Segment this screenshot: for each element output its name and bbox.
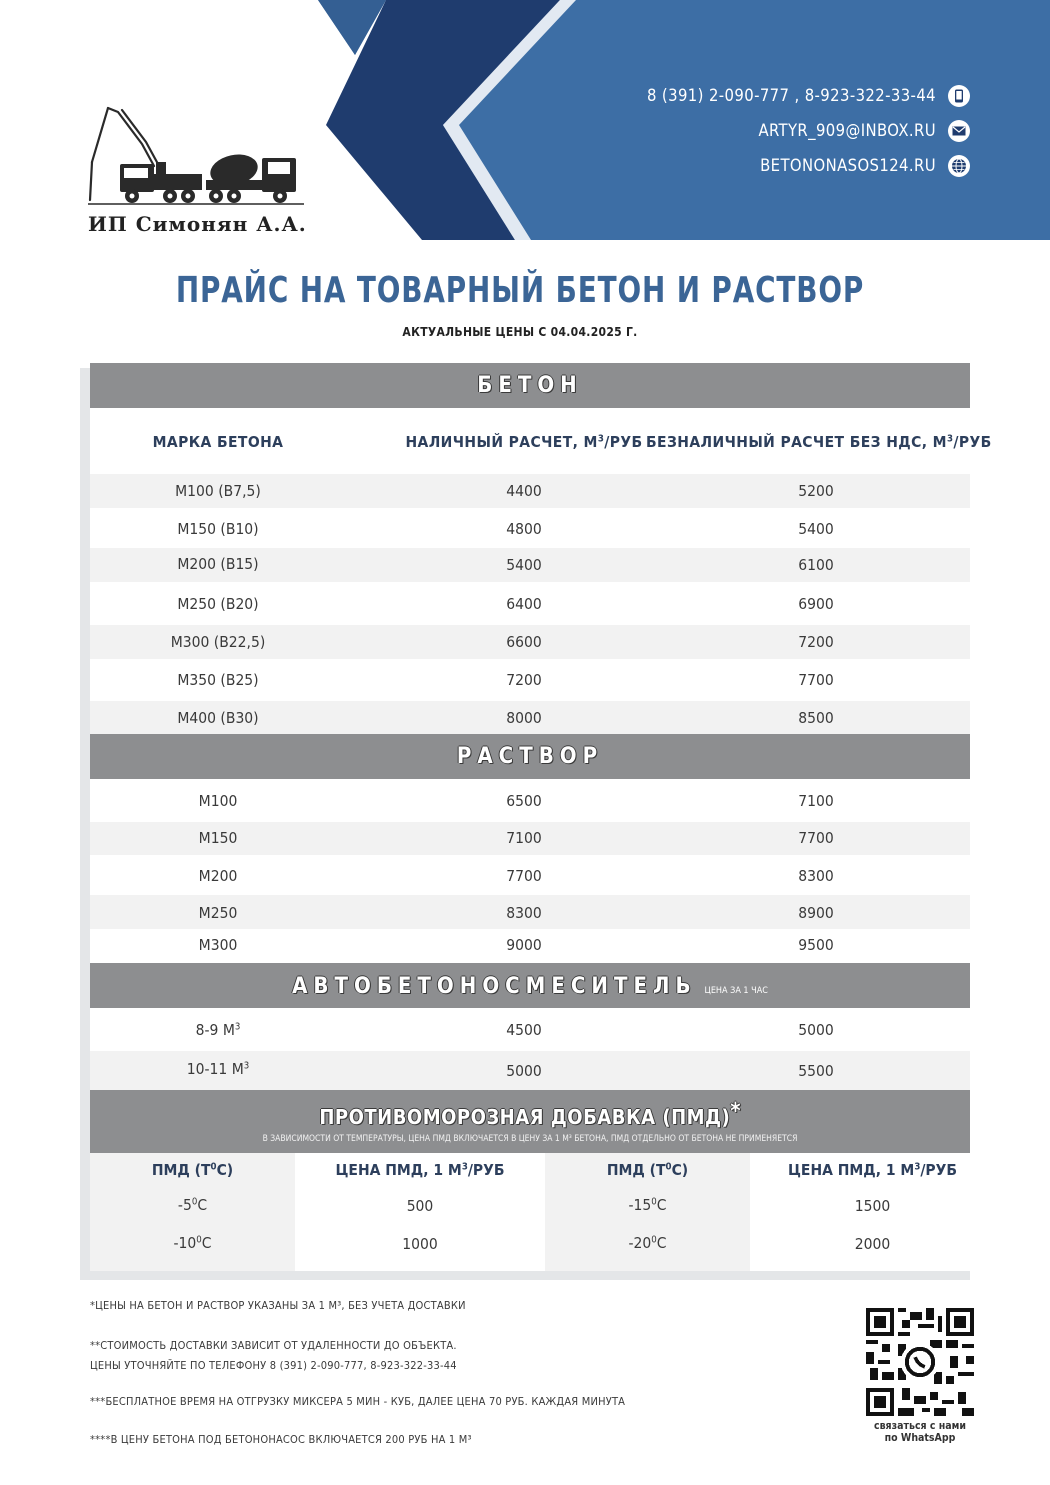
pmd-price: 1000 <box>402 1235 438 1253</box>
concrete-grade: М200 (В15) <box>177 555 259 573</box>
footnote-2: **СТОИМОСТЬ ДОСТАВКИ ЗАВИСИТ ОТ УДАЛЕННОСТИ ДО ОБЪЕКТА. <box>90 1339 457 1352</box>
antifreeze-section-note: В ЗАВИСИМОСТИ ОТ ТЕМПЕРАТУРЫ, ЦЕНА ПМД ВКЛЮЧАЕТСЯ В ЦЕНУ ЗА 1 М³ БЕТОНА, ПМД ОТДЕЛЬНО ОТ БЕТОНА НЕ ПРИМЕНЯЕТСЯ <box>262 1134 798 1144</box>
concrete-price-cash: 8000 <box>506 709 542 727</box>
mixer-price-cash: 4500 <box>506 1021 542 1039</box>
concrete-price-cash: 4400 <box>506 482 542 500</box>
table-row <box>90 508 970 548</box>
antifreeze-section-header <box>90 1090 970 1153</box>
phone-icon <box>948 85 970 107</box>
phone-row[interactable] <box>647 78 970 113</box>
mortar-price-cashless: 8300 <box>798 867 834 885</box>
table-row <box>90 1008 970 1051</box>
concrete-grade: М350 (В25) <box>177 671 259 689</box>
mixer-volume: 10-11 $М^3$ <box>186 1060 250 1078</box>
mortar-grade: М250 <box>198 904 238 922</box>
mortar-price-cashless: 8900 <box>798 904 834 922</box>
concrete-price-cash: 7200 <box>506 671 542 689</box>
concrete-price-cash: 4800 <box>506 520 542 538</box>
pmd-temp: $-10^0С$ <box>173 1234 212 1252</box>
table-row <box>90 701 970 734</box>
concrete-grade: М400 (В30) <box>177 709 259 727</box>
mixer-section-title: АВТОБЕТОНОСМЕСИТЕЛЬ <box>292 974 697 999</box>
pmd-price: 500 <box>406 1197 434 1215</box>
mortar-price-cash: 8300 <box>506 904 542 922</box>
concrete-price-cashless: 6100 <box>798 556 834 574</box>
table-row <box>90 929 970 963</box>
qr-caption <box>858 1420 982 1444</box>
concrete-price-cashless: 6900 <box>798 595 834 613</box>
mortar-grade: М200 <box>198 867 238 885</box>
pmd-header-temp: ПМД $(Т^0С)$ <box>151 1161 234 1179</box>
table-row <box>90 1051 970 1090</box>
footnote-3: ***БЕСПЛАТНОЕ ВРЕМЯ НА ОТГРУЗКУ МИКСЕРА 5 МИН - КУБ, ДАЛЕЕ ЦЕНА 70 РУБ. КАЖДАЯ МИНУТА <box>90 1395 626 1408</box>
mortar-price-cash: 9000 <box>506 936 542 954</box>
concrete-grade: М100 (В7,5) <box>175 482 261 500</box>
footnote-4: ****В ЦЕНУ БЕТОНА ПОД БЕТОНОНАСОС ВКЛЮЧАЕТСЯ 200 РУБ НА 1 М³ <box>90 1433 472 1446</box>
concrete-price-cash: 6600 <box>506 633 542 651</box>
mixer-section-note: ЦЕНА ЗА 1 ЧАС <box>704 986 768 996</box>
website-text[interactable]: BETONONASOS124.RU <box>760 156 936 175</box>
email-row[interactable] <box>647 113 970 148</box>
footnote-2-phones: ЦЕНЫ УТОЧНЯЙТЕ ПО ТЕЛЕФОНУ 8 (391) 2-090-777, 8-923-322-33-44 <box>90 1359 457 1372</box>
whatsapp-qr-code[interactable] <box>866 1308 974 1416</box>
concrete-price-cashless: 7200 <box>798 633 834 651</box>
table-row <box>90 582 970 625</box>
price-table <box>90 363 992 1271</box>
concrete-grade: М300 (В22,5) <box>170 633 266 651</box>
table-row <box>90 659 970 701</box>
mail-icon <box>948 120 970 142</box>
table-row <box>90 548 970 582</box>
table-row <box>90 895 970 929</box>
mixer-volume: 8-9 $М^3$ <box>195 1021 241 1039</box>
table-row <box>90 474 970 508</box>
page-subtitle: АКТУАЛЬНЫЕ ЦЕНЫ С 04.04.2025 Г. <box>402 325 638 339</box>
antifreeze-section-title: ПРОТИВОМОРОЗНАЯ ДОБАВКА (ПМД) <box>319 1105 731 1129</box>
concrete-grade: М150 (В10) <box>177 520 259 538</box>
mortar-grade: М300 <box>198 936 238 954</box>
col-header-grade: МАРКА БЕТОНА <box>152 433 284 451</box>
table-row <box>90 855 970 895</box>
pmd-temp: $-15^0С$ <box>628 1196 667 1214</box>
qr-caption-line-1: связаться с нами <box>873 1420 967 1432</box>
globe-icon <box>948 155 970 177</box>
pmd-temp: $-20^0С$ <box>628 1234 667 1252</box>
col-header-cashless: БЕЗНАЛИЧНЫЙ РАСЧЕТ БЕЗ НДС, $М^3$/РУБ <box>646 433 992 451</box>
antifreeze-grid <box>90 1153 970 1271</box>
page-title: ПРАЙС НА ТОВАРНЫЙ БЕТОН И РАСТВОР <box>175 270 865 311</box>
pmd-header-temp: ПМД $(Т^0С)$ <box>606 1161 689 1179</box>
mortar-section-header <box>90 734 970 779</box>
mortar-price-cashless: 7100 <box>798 792 834 810</box>
concrete-price-cashless: 8500 <box>798 709 834 727</box>
concrete-grade: М250 (В20) <box>177 595 259 613</box>
mixer-price-cash: 5000 <box>506 1062 542 1080</box>
antifreeze-asterisk: * <box>730 1099 741 1124</box>
table-row <box>90 822 970 855</box>
pmd-price: 2000 <box>854 1235 891 1253</box>
pmd-temp: $-5^0С$ <box>177 1196 208 1214</box>
mixer-price-cashless: 5500 <box>798 1062 834 1080</box>
concrete-price-cash: 5400 <box>506 556 542 574</box>
col-header-cash: НАЛИЧНЫЙ РАСЧЕТ, $М^3$/РУБ <box>405 433 643 451</box>
footnotes <box>90 1296 790 1450</box>
mortar-price-cashless: 9500 <box>798 936 834 954</box>
phone-text[interactable]: 8 (391) 2-090-777 , 8-923-322-33-44 <box>646 86 936 105</box>
concrete-section-header <box>90 363 970 408</box>
concrete-price-cashless: 5400 <box>798 520 834 538</box>
mixer-section-header <box>90 963 970 1008</box>
contacts-block <box>647 78 970 183</box>
footnote-1: *ЦЕНЫ НА БЕТОН И РАСТВОР УКАЗАНЫ ЗА 1 М³, БЕЗ УЧЕТА ДОСТАВКИ <box>90 1299 466 1312</box>
table-row <box>90 625 970 659</box>
concrete-section-title: БЕТОН <box>477 373 583 398</box>
website-row[interactable] <box>647 148 970 183</box>
pmd-price: 1500 <box>854 1197 891 1215</box>
email-text[interactable]: ARTYR_909@INBOX.RU <box>758 121 936 140</box>
company-name: ИП Симонян А.А. <box>88 212 307 236</box>
mortar-price-cash: 6500 <box>506 792 542 810</box>
mortar-section-title: РАСТВОР <box>456 744 604 769</box>
concrete-price-cashless: 7700 <box>798 671 834 689</box>
mortar-grade: М150 <box>198 829 238 847</box>
concrete-price-cashless: 5200 <box>798 482 834 500</box>
qr-caption-line-2: по WhatsApp <box>884 1432 956 1444</box>
mortar-price-cashless: 7700 <box>798 829 834 847</box>
table-row <box>90 779 970 822</box>
pmd-header-price: ЦЕНА ПМД, 1 $М^3$/РУБ <box>787 1161 958 1179</box>
concrete-price-cash: 6400 <box>506 595 542 613</box>
mixer-price-cashless: 5000 <box>798 1021 834 1039</box>
mortar-grade: М100 <box>198 792 238 810</box>
mortar-price-cash: 7100 <box>506 829 542 847</box>
pmd-header-price: ЦЕНА ПМД, 1 $М^3$/РУБ <box>335 1161 505 1179</box>
mortar-price-cash: 7700 <box>506 867 542 885</box>
